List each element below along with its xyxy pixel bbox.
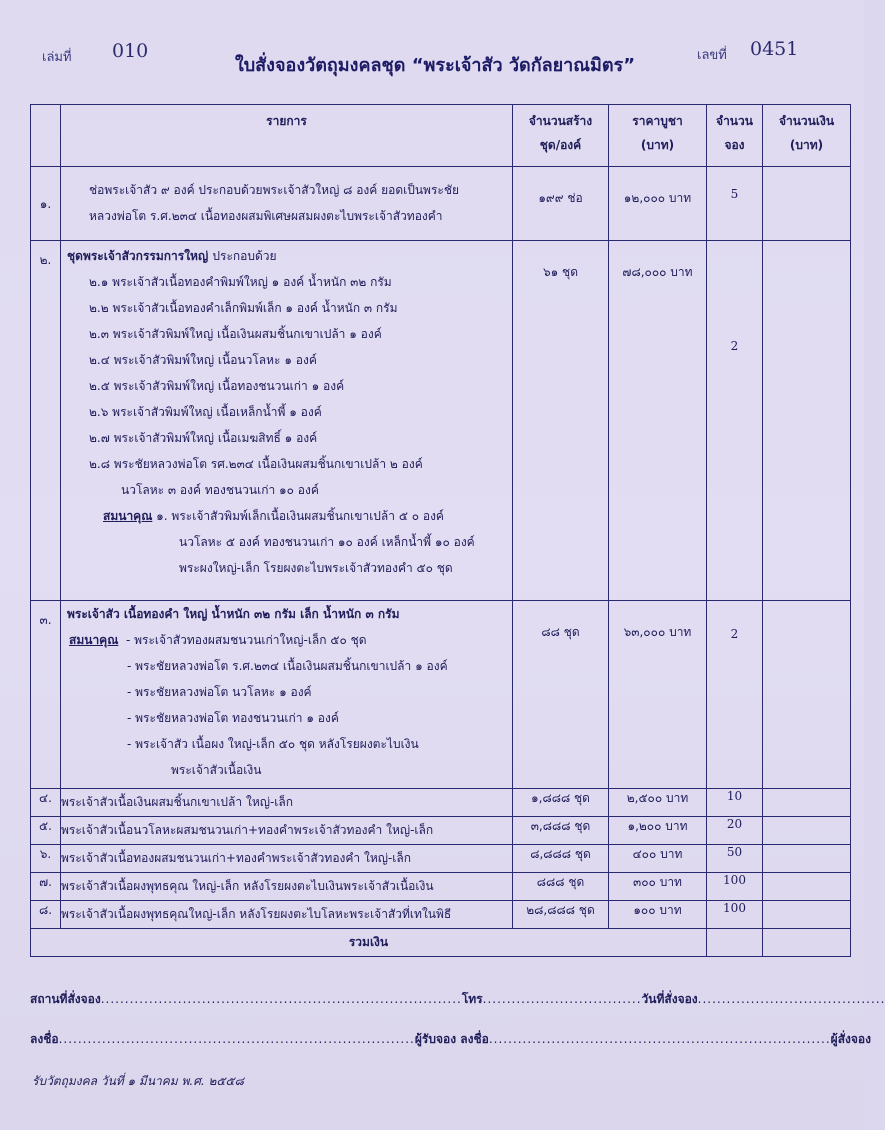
row-item-line: ๒.๑ พระเจ้าสัวเนื้อทองคำพิมพ์ใหญ่ ๑ องค์ น้ำหนัก ๓๒ กรัม — [89, 275, 392, 289]
total-order-count[interactable] — [707, 929, 763, 957]
row-amount[interactable] — [763, 873, 851, 901]
table-row-1 — [31, 167, 851, 241]
row-quantity: ๘,๘๘๘ ชุด — [513, 845, 609, 873]
row-number: ๓. — [31, 601, 61, 789]
table-row-6 — [31, 845, 851, 873]
col-header-price-line1: ราคาบูชา — [632, 114, 683, 128]
row-item-line: ๒.๔ พระเจ้าสัวพิมพ์ใหญ่ เนื้อนวโลหะ ๑ องค์ — [89, 353, 317, 367]
total-label: รวมเงิน — [31, 929, 707, 957]
row-quantity: ๓,๘๘๘ ชุด — [513, 817, 609, 845]
row-item-line: พระเจ้าสัวเนื้อผงพุทธคุณ ใหญ่-เล็ก หลังโรยผงตะไบเงินพระเจ้าสัวเนื้อเงิน — [61, 873, 513, 901]
row-number: ๗. — [31, 873, 61, 901]
footer-line-2 — [30, 1030, 871, 1049]
bonus-label: สมนาคุณ — [69, 633, 119, 647]
row-price: ๔๐๐ บาท — [609, 845, 707, 873]
row-item-line: นวโลหะ ๓ องค์ ทองชนวนเก่า ๑๐ องค์ — [121, 483, 319, 497]
col-header-price-line2: (บาท) — [640, 138, 675, 152]
row-order-count[interactable]: 10 — [707, 789, 763, 817]
row-item-line: หลวงพ่อโต ร.ศ.๒๓๔ เนื้อทองผสมพิเศษผสมผงตะไบพระเจ้าสัวทองคำ — [89, 209, 443, 223]
row-item-cell — [61, 601, 513, 789]
row-number: ๖. — [31, 845, 61, 873]
phone-field[interactable]: ................................. — [482, 992, 642, 1006]
orderer-sign-field[interactable]: ....................................................................... — [488, 1032, 831, 1046]
col-header-amount-line2: (บาท) — [789, 138, 824, 152]
row-price: ๒,๕๐๐ บาท — [609, 789, 707, 817]
row-heading-rest: ประกอบด้วย — [212, 249, 277, 263]
serial-label: เลขที่ — [697, 48, 727, 63]
book-label: เล่มที่ — [42, 50, 72, 65]
issue-note: รับวัตถุมงคล วันที่ ๑ มีนาคม พ.ศ. ๒๕๕๘ — [32, 1074, 244, 1088]
row-item-line: ๒.๘ พระชัยหลวงพ่อโต รศ.๒๓๔ เนื้อเงินผสมชิ้นกเขาเปล้า ๒ องค์ — [89, 457, 423, 471]
footer-line-1 — [30, 990, 885, 1009]
row-quantity: ๑,๘๘๘ ชุด — [513, 789, 609, 817]
row-quantity: ๘๘๘ ชุด — [513, 873, 609, 901]
order-table — [30, 104, 851, 957]
row-amount[interactable] — [763, 845, 851, 873]
row-amount[interactable] — [763, 601, 851, 789]
table-row-2 — [31, 241, 851, 601]
col-header-amount-line1: จำนวนเงิน — [778, 114, 835, 128]
row-order-count[interactable]: 50 — [707, 845, 763, 873]
table-header-row — [31, 105, 851, 167]
row-item-line: ๒.๒ พระเจ้าสัวเนื้อทองคำเล็กพิมพ์เล็ก ๑ องค์ น้ำหนัก ๓ กรัม — [89, 301, 398, 315]
table-row-3 — [31, 601, 851, 789]
row-order-count[interactable]: 2 — [707, 241, 763, 601]
row-heading-bold: ชุดพระเจ้าสัวกรรมการใหญ่ — [67, 249, 209, 263]
order-date-field[interactable]: ....................................... — [697, 992, 885, 1006]
sign-label: ลงชื่อ — [30, 1032, 59, 1046]
orderer-label: ผู้สั่งจอง — [830, 1032, 871, 1046]
col-header-order-count — [707, 105, 763, 167]
row-amount[interactable] — [763, 901, 851, 929]
row-price: ๑๐๐ บาท — [609, 901, 707, 929]
row-item-line: พระเจ้าสัวเนื้อทองผสมชนวนเก่า+ทองคำพระเจ้าสัวทองคำ ใหญ่-เล็ก — [61, 845, 513, 873]
row-order-count[interactable]: 2 — [707, 601, 763, 789]
row-item-line: พระเจ้าสัวเนื้อนวโลหะผสมชนวนเก่า+ทองคำพระเจ้าสัวทองคำ ใหญ่-เล็ก — [61, 817, 513, 845]
sign-label-2: ลงชื่อ — [460, 1032, 489, 1046]
receiver-label: ผู้รับจอง — [414, 1032, 457, 1046]
order-date-label: วันที่สั่งจอง — [641, 992, 698, 1006]
row-bonus-line: - พระชัยหลวงพ่อโต นวโลหะ ๑ องค์ — [127, 685, 312, 699]
row-quantity: ๘๘ ชุด — [513, 601, 609, 789]
row-item-line: ๒.๓ พระเจ้าสัวพิมพ์ใหญ่ เนื้อเงินผสมชิ้นกเขาเปล้า ๑ องค์ — [89, 327, 382, 341]
total-amount[interactable] — [763, 929, 851, 957]
location-label: สถานที่สั่งจอง — [30, 992, 101, 1006]
col-header-price — [609, 105, 707, 167]
bonus-text: ๑. พระเจ้าสัวพิมพ์เล็กเนื้อเงินผสมชิ้นกเขาเปล้า ๕ ๐ องค์ — [156, 509, 444, 523]
row-item-heading — [61, 243, 512, 269]
row-bonus-line — [61, 503, 512, 529]
row-price: ๑๒,๐๐๐ บาท — [609, 167, 707, 241]
book-number: 010 — [112, 40, 149, 62]
row-item-line: ๒.๕ พระเจ้าสัวพิมพ์ใหญ่ เนื้อทองชนวนเก่า ๑ องค์ — [89, 379, 345, 393]
row-amount[interactable] — [763, 241, 851, 601]
row-item-cell — [61, 167, 513, 241]
row-price: ๑,๒๐๐ บาท — [609, 817, 707, 845]
col-header-quantity-line2: ชุด/องค์ — [539, 138, 582, 152]
bonus-text: - พระเจ้าสัวทองผสมชนวนเก่าใหญ่-เล็ก ๕๐ ชุด — [125, 633, 367, 647]
bonus-label: สมนาคุณ — [103, 509, 153, 523]
col-header-amount — [763, 105, 851, 167]
row-bonus-line: - พระชัยหลวงพ่อโต ทองชนวนเก่า ๑ องค์ — [127, 711, 339, 725]
row-bonus-line — [61, 627, 512, 653]
row-item-line: พระเจ้าสัวเนื้อเงินผสมชิ้นกเขาเปล้า ใหญ่-เล็ก — [61, 789, 513, 817]
row-item-line: ช่อพระเจ้าสัว ๙ องค์ ประกอบด้วยพระเจ้าสัวใหญ่ ๘ องค์ ยอดเป็นพระชัย — [89, 183, 460, 197]
row-quantity: ๑๙๙ ช่อ — [513, 167, 609, 241]
row-item-cell — [61, 241, 513, 601]
row-amount[interactable] — [763, 817, 851, 845]
row-number: ๑. — [31, 167, 61, 241]
row-price: ๗๘,๐๐๐ บาท — [609, 241, 707, 601]
table-row-5 — [31, 817, 851, 845]
row-amount[interactable] — [763, 789, 851, 817]
row-price: ๓๐๐ บาท — [609, 873, 707, 901]
row-number: ๘. — [31, 901, 61, 929]
row-number: ๕. — [31, 817, 61, 845]
row-bonus-line: - พระเจ้าสัว เนื้อผง ใหญ่-เล็ก ๕๐ ชุด หลังโรยผงตะไบเงิน — [127, 737, 419, 751]
phone-label: โทร — [461, 992, 483, 1006]
row-number: ๔. — [31, 789, 61, 817]
row-bonus-line: นวโลหะ ๕ องค์ ทองชนวนเก่า ๑๐ องค์ เหล็กน้ำพี้ ๑๐ องค์ — [179, 535, 475, 549]
col-header-quantity — [513, 105, 609, 167]
receiver-sign-field[interactable]: .......................................................................... — [58, 1032, 415, 1046]
row-bonus-line: - พระชัยหลวงพ่อโต ร.ศ.๒๓๔ เนื้อเงินผสมชิ้นกเขาเปล้า ๑ องค์ — [127, 659, 448, 673]
row-order-count[interactable]: 100 — [707, 873, 763, 901]
row-amount[interactable] — [763, 167, 851, 241]
col-header-no — [31, 105, 61, 167]
col-header-order-line2: จอง — [724, 138, 745, 152]
col-header-quantity-line1: จำนวนสร้าง — [528, 114, 593, 128]
row-item-line: ๒.๖ พระเจ้าสัวพิมพ์ใหญ่ เนื้อเหล็กน้ำพี้ ๑ องค์ — [89, 405, 322, 419]
row-order-count[interactable]: 100 — [707, 901, 763, 929]
table-total-row — [31, 929, 851, 957]
row-bonus-line: พระผงใหญ่-เล็ก โรยผงตะไบพระเจ้าสัวทองคำ ๕๐ ชุด — [179, 561, 453, 575]
table-row-7 — [31, 873, 851, 901]
row-price: ๖๓,๐๐๐ บาท — [609, 601, 707, 789]
row-item-line: ๒.๗ พระเจ้าสัวพิมพ์ใหญ่ เนื้อเมฆสิทธิ์ ๑ องค์ — [89, 431, 318, 445]
row-bonus-line: พระเจ้าสัวเนื้อเงิน — [171, 763, 262, 777]
row-order-count[interactable]: 5 — [707, 167, 763, 241]
form-title: ใบสั่งจองวัตถุมงคลชุด “พระเจ้าสัว วัดกัลยาณมิตร” — [234, 55, 636, 76]
row-item-line: พระเจ้าสัวเนื้อผงพุทธคุณใหญ่-เล็ก หลังโรยผงตะไบโลหะพระเจ้าสัวที่เทในพิธี — [61, 901, 513, 929]
col-header-item: รายการ — [61, 105, 513, 167]
col-header-order-line1: จำนวน — [716, 114, 753, 128]
row-quantity: ๒๘,๘๘๘ ชุด — [513, 901, 609, 929]
table-row-4 — [31, 789, 851, 817]
row-number: ๒. — [31, 241, 61, 601]
location-field[interactable]: ........................................................................... — [100, 992, 462, 1006]
table-row-8 — [31, 901, 851, 929]
row-item-heading: พระเจ้าสัว เนื้อทองคำ ใหญ่ น้ำหนัก ๓๒ กรัม เล็ก น้ำหนัก ๓ กรัม — [67, 607, 400, 621]
row-quantity: ๖๑ ชุด — [513, 241, 609, 601]
serial-number: 0451 — [750, 38, 799, 60]
row-order-count[interactable]: 20 — [707, 817, 763, 845]
